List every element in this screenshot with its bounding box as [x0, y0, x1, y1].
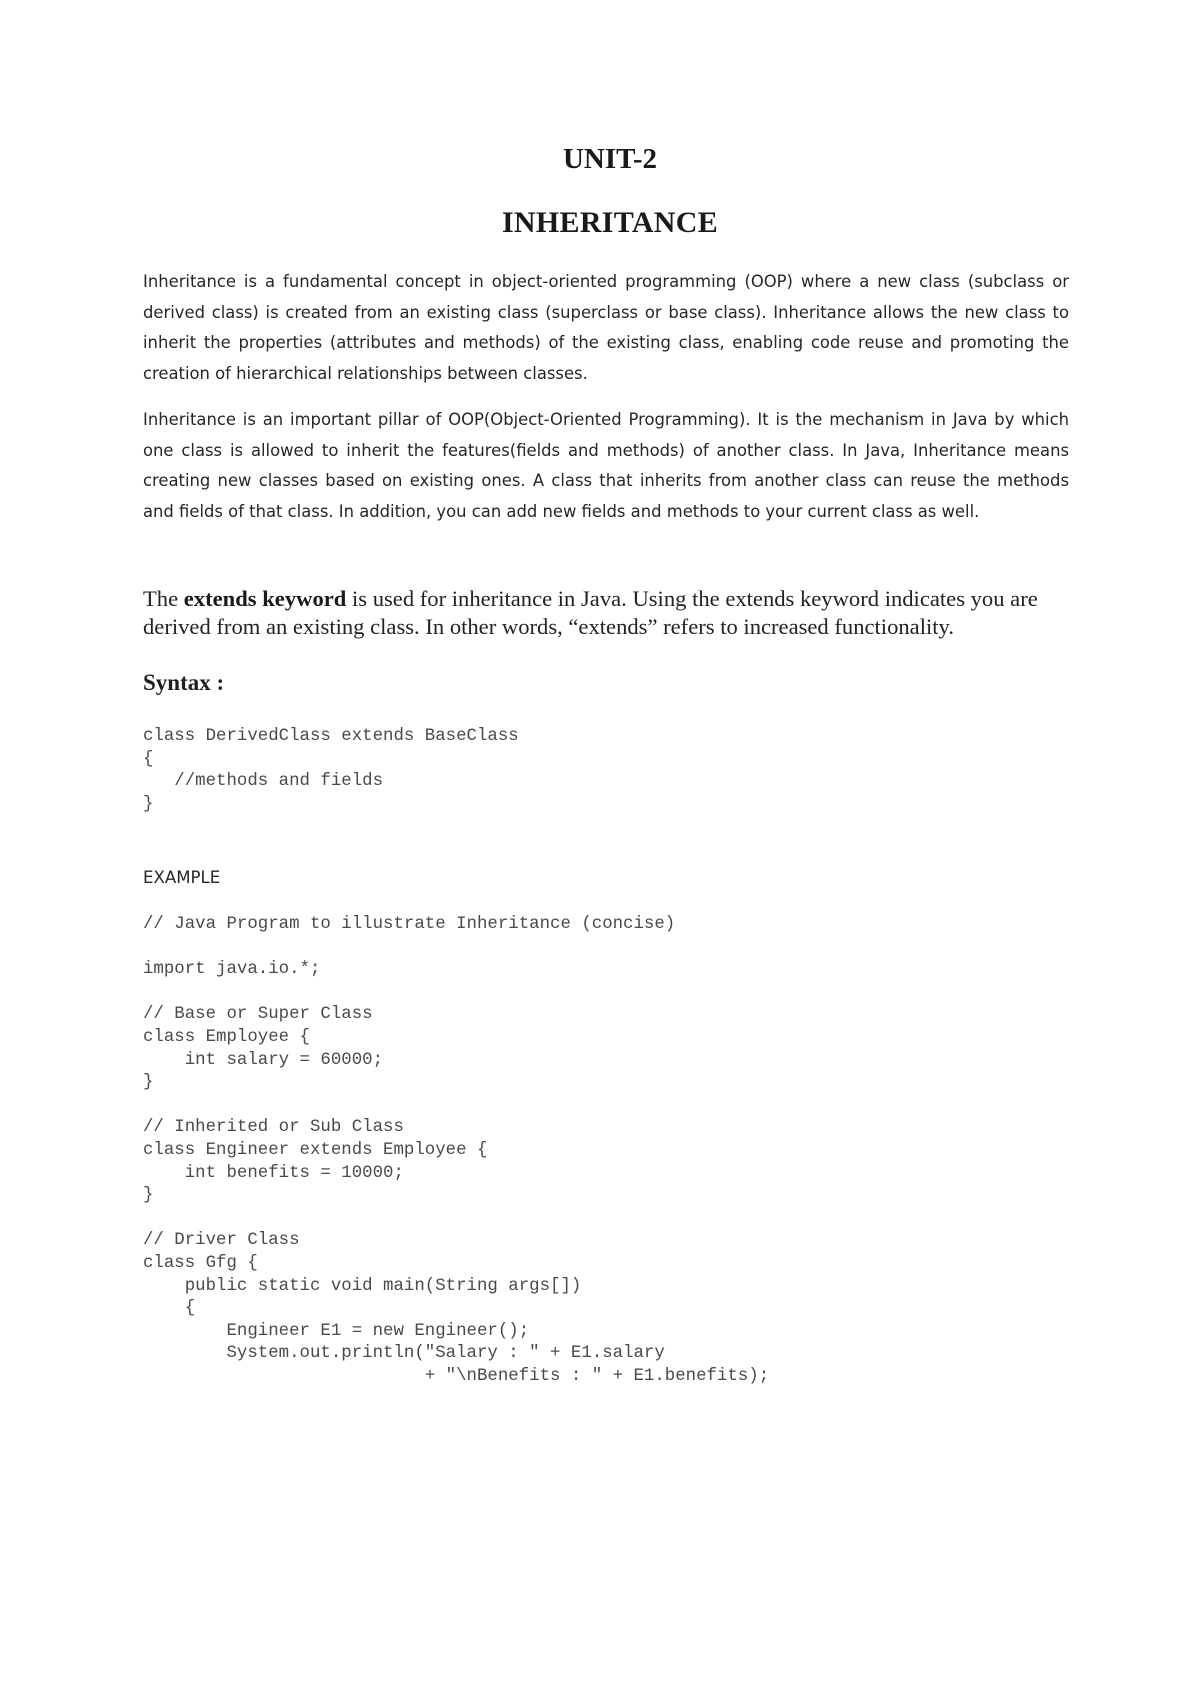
intro-paragraph: Inheritance is a fundamental concept in object-oriented programming (OOP) where a new class (subclass or derived class) is created from an existing class (superclass or base class). Inheritance allows the new class to inherit the properties (attributes and methods) of the existing class, enabling code reuse and promoting the creation of hierarchical relationships between classes.: [143, 272, 1069, 383]
extends-keyword-bold: extends keyword: [183, 586, 347, 611]
example-label: EXAMPLE: [143, 868, 221, 887]
example-code-block: // Java Program to illustrate Inheritance (concise) import java.io.*; // Base or Super Class class Employee { int salary = 60000; } // Inherited or Sub Class class Engineer extends Employee { int benefits = 10000; } // Driver Class class Gfg { public static void main(String args[]) { Engineer E1 = new Engineer(); System.out.println("Salary : " + E1.salary + "\nBenefits : " + E1.benefits);: [143, 915, 770, 1386]
extends-paragraph-prefix: The: [143, 586, 184, 611]
extends-paragraph: [143, 585, 1073, 641]
extends-paragraph-suffix: is used for inheritance in Java. Using the extends keyword indicates you are derived from an existing class. In other words, “extends” refers to increased functionality.: [143, 586, 1038, 639]
pillar-paragraph: Inheritance is an important pillar of OOP(Object-Oriented Programming). It is the mechanism in Java by which one class is allowed to inherit the features(fields and methods) of another class. In Java, Inheritance means creating new classes based on existing ones. A class that inherits from another class can reuse the methods and fields of that class. In addition, you can add new fields and methods to your current class as well.: [143, 410, 1069, 521]
syntax-heading: Syntax :: [143, 670, 225, 695]
unit-title: UNIT-2: [562, 143, 657, 175]
topic-title: INHERITANCE: [501, 206, 719, 239]
syntax-code-block: class DerivedClass extends BaseClass { //methods and fields }: [143, 727, 519, 814]
